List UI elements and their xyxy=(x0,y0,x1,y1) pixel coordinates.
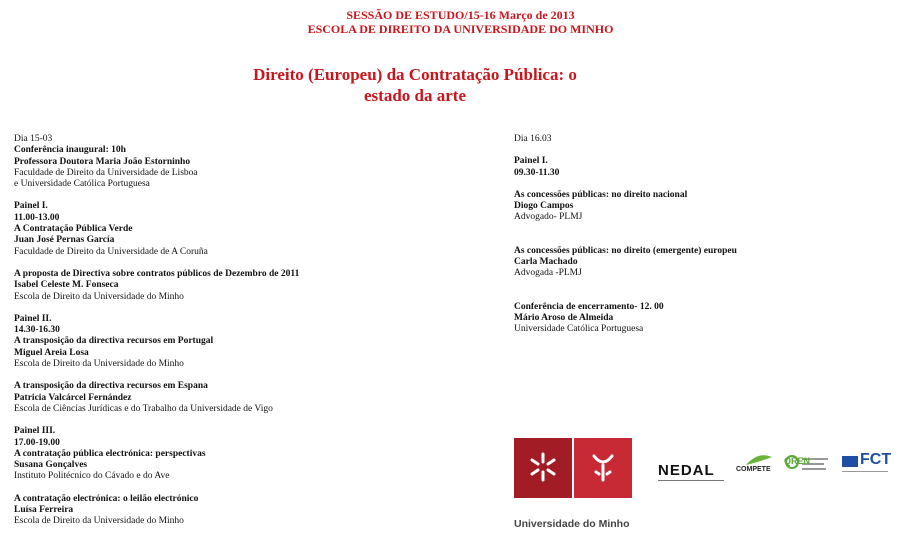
talk-affiliation: Instituto Politécnico do Cávado e do Ave xyxy=(14,471,170,482)
talk-affiliation: Escola de Direito da Universidade do Minho xyxy=(14,359,184,370)
program-day-1 xyxy=(14,134,299,528)
closing-speaker: Mário Aroso de Almeida xyxy=(514,312,614,323)
panel-label: Painel III. xyxy=(14,426,56,437)
uminho-logo xyxy=(514,438,632,498)
day-label: Dia 15-03 xyxy=(14,134,53,144)
compete-logo: COMPETE xyxy=(736,466,771,473)
talk-title: As concessões públicas: no direito nacional xyxy=(514,189,688,200)
closing-affiliation: Universidade Católica Portuguesa xyxy=(514,324,644,335)
talk-affiliation: Advogada -PLMJ xyxy=(514,268,582,279)
talk-speaker: Luísa Ferreira xyxy=(14,505,74,516)
talk-affiliation: Advogado- PLMJ xyxy=(514,212,583,223)
opening-affiliation: e Universidade Católica Portuguesa xyxy=(14,179,150,190)
talk-title: A contratação electrónica: o leilão electrónico xyxy=(14,493,199,504)
talk-speaker: Miguel Areia Losa xyxy=(14,347,89,358)
header-line-1: SESSÃO DE ESTUDO/15-16 Março de 2013 xyxy=(346,8,575,22)
title-line-1: Direito (Europeu) da Contratação Pública: o xyxy=(253,65,577,84)
talk-affiliation: Escola de Direito da Universidade do Minho xyxy=(14,516,184,527)
document-title xyxy=(200,64,630,106)
title-line-2: estado da arte xyxy=(364,86,466,105)
talk-title: A proposta de Directiva sobre contratos públicos de Dezembro de 2011 xyxy=(14,268,300,279)
talk-title: A transposição da directiva recursos em Portugal xyxy=(14,336,214,347)
uminho-star-icon xyxy=(526,450,560,484)
talk-speaker: Carla Machado xyxy=(514,257,578,268)
talk-speaker: Diogo Campos xyxy=(514,201,574,212)
talk-title: A contratação pública electrónica: perspectivas xyxy=(14,448,206,459)
opening-label: Conferência inaugural: 10h xyxy=(14,145,126,156)
talk-speaker: Isabel Celeste M. Fonseca xyxy=(14,280,119,291)
panel-time: 17.00-19.00 xyxy=(14,437,60,448)
talk-title: As concessões públicas: no direito (emergente) europeu xyxy=(514,245,737,256)
qren-logo: QREN xyxy=(784,456,811,466)
talk-affiliation: Faculdade de Direito da Universidade de A Coruña xyxy=(14,246,208,257)
panel-time: 11.00-13.00 xyxy=(14,212,60,223)
nedal-logo: NEDAL xyxy=(658,462,715,479)
talk-title: A transposição da directiva recursos em Espana xyxy=(14,381,208,392)
panel-time: 14.30-16.30 xyxy=(14,325,60,336)
opening-speaker: Professora Doutora Maria João Estorninho xyxy=(14,156,191,167)
uminho-label: Universidade do Minho xyxy=(514,518,630,530)
talk-title: A Contratação Pública Verde xyxy=(14,224,133,235)
panel-label: Painel II. xyxy=(14,313,52,324)
eu-flag-icon xyxy=(842,456,858,467)
talk-speaker: Juan José Pernas García xyxy=(14,235,115,246)
talk-affiliation: Escola de Ciências Jurídicas e do Trabalho da Universidade de Vigo xyxy=(14,403,273,414)
header-line-2: ESCOLA DE DIREITO DA UNIVERSIDADE DO MINHO xyxy=(307,22,614,36)
talk-speaker: Susana Gonçalves xyxy=(14,460,88,471)
uminho-y-icon xyxy=(586,450,620,484)
nedal-underline xyxy=(658,480,724,481)
program-day-2 xyxy=(514,134,737,336)
fct-logo: FCT xyxy=(860,451,892,468)
panel-label: Painel I. xyxy=(514,156,548,167)
talk-affiliation: Escola de Direito da Universidade do Minho xyxy=(14,291,184,302)
talk-speaker: Patricia Valcárcel Fernández xyxy=(14,392,132,403)
panel-label: Painel I. xyxy=(14,201,48,212)
panel-time: 09.30-11.30 xyxy=(514,167,560,178)
closing-label: Conferência de encerramento- 12. 00 xyxy=(514,301,664,312)
fct-underline xyxy=(842,471,888,478)
opening-affiliation: Faculdade de Direito da Universidade de Lisboa xyxy=(14,167,198,178)
day-label: Dia 16.03 xyxy=(514,134,552,144)
